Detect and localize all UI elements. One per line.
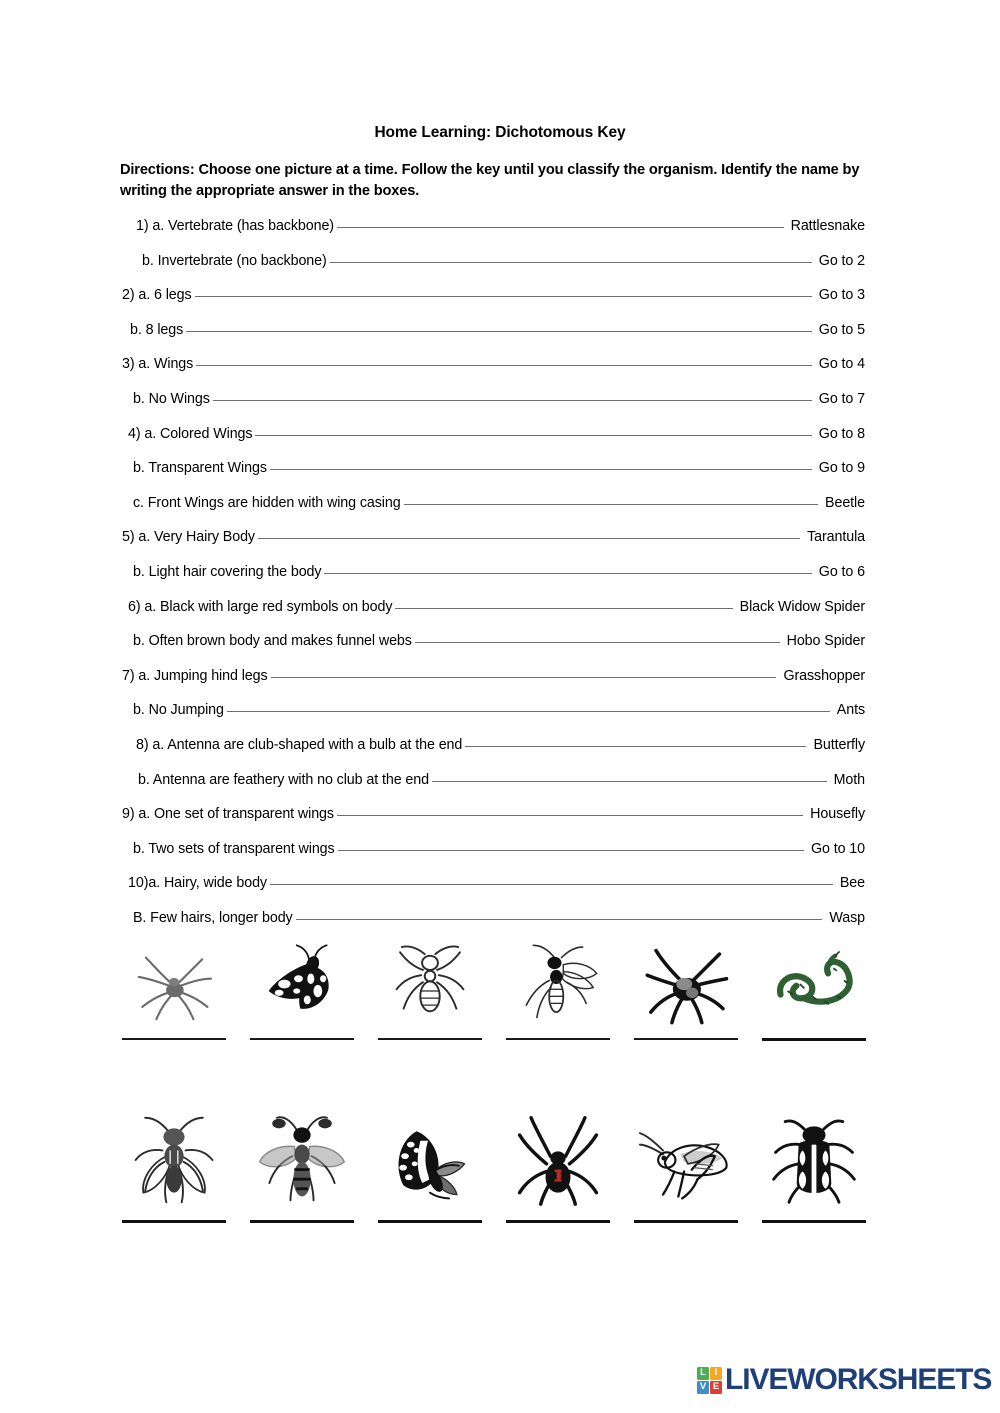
key-fill-line [404,493,821,507]
key-fill-line [395,597,735,611]
key-criterion-label: b. No Jumping [133,702,224,719]
picture-cell [118,938,230,1041]
key-criterion-label: b. Often brown body and makes funnel webs [133,633,412,650]
key-answer-label: Wasp [829,909,865,926]
key-criterion-label: c. Front Wings are hidden with wing casing [133,494,401,511]
key-fill-line [465,735,809,749]
key-answer-label: Go to 3 [818,287,865,304]
picture-answer-blank[interactable] [378,1038,482,1040]
key-row [120,666,865,701]
key-answer-label: Go to 5 [818,321,865,338]
key-criterion-label: b. Invertebrate (no backbone) [142,252,327,269]
black-widow-spider-icon [506,1110,610,1210]
key-row [120,839,865,874]
key-criterion-label: b. 8 legs [130,321,184,338]
picture-cell [374,1110,486,1223]
picture-cell [502,1110,614,1223]
grasshopper-icon [634,1110,738,1210]
key-answer-label: Go to 9 [818,460,865,477]
logo-tile-v: V [697,1381,709,1394]
key-criterion-label: b. Two sets of transparent wings [133,840,335,857]
logo-tile-i: I [710,1367,722,1380]
key-row [120,216,865,251]
picture-cell [246,1110,358,1223]
key-criterion-label: B. Few hairs, longer body [133,909,293,926]
picture-cell [758,1110,870,1223]
key-criterion-label: 2) a. 6 legs [122,287,192,304]
key-criterion-label: 9) a. One set of transparent wings [122,806,334,823]
bee-icon [250,1110,354,1210]
key-answer-label: Go to 10 [810,840,865,857]
rattlesnake-icon [762,938,866,1030]
key-criterion-label: 3) a. Wings [122,356,194,373]
key-fill-line [258,527,803,541]
picture-cell [246,938,358,1041]
picture-answer-blank[interactable] [506,1038,610,1040]
key-fill-line [432,770,830,784]
key-fill-line [213,389,815,403]
picture-answer-blank[interactable] [762,1220,866,1223]
ant-icon [378,938,482,1030]
key-fill-line [255,424,814,438]
key-criterion-label: b. No Wings [133,390,210,407]
key-row [120,597,865,632]
picture-cell [502,938,614,1041]
picture-answer-blank[interactable] [506,1220,610,1223]
key-answer-label: Beetle [825,494,865,511]
key-answer-label: Butterfly [813,736,865,753]
key-row [120,562,865,597]
liveworksheets-logo [697,1365,991,1395]
key-row [120,873,865,908]
key-row [120,631,865,666]
picture-cell [374,938,486,1041]
picture-answer-blank[interactable] [634,1038,738,1040]
key-answer-label: Hobo Spider [786,633,865,650]
key-fill-line [270,873,836,887]
key-row [120,770,865,805]
key-fill-line [195,285,815,299]
key-answer-label: Go to 4 [818,356,865,373]
picture-answer-blank[interactable] [250,1038,354,1040]
key-criterion-label: b. Transparent Wings [133,460,267,477]
picture-cell [758,938,870,1041]
butterfly-icon [378,1110,482,1210]
key-answer-label: Go to 7 [818,390,865,407]
picture-answer-blank[interactable] [378,1220,482,1223]
key-fill-line [186,320,815,334]
key-answer-label: Go to 2 [818,252,865,269]
logo-tile-e: E [710,1381,722,1394]
key-fill-line [270,458,815,472]
key-answer-label: Grasshopper [783,667,865,684]
key-answer-label: Housefly [810,806,865,823]
moth-icon [250,938,354,1030]
key-criterion-label: 5) a. Very Hairy Body [122,529,255,546]
key-answer-label: Bee [839,875,865,892]
dichotomous-key-list [120,216,865,942]
picture-cell [630,938,742,1041]
key-criterion-label: 10)a. Hairy, wide body [128,875,267,892]
key-row [120,700,865,735]
picture-cell [630,1110,742,1223]
key-fill-line [330,251,815,265]
key-criterion-label: 1) a. Vertebrate (has backbone) [136,218,334,234]
key-answer-label: Go to 6 [818,563,865,580]
key-row [120,735,865,770]
key-fill-line [415,631,783,645]
key-fill-line [227,700,833,714]
hobo-spider-icon [122,938,226,1030]
key-answer-label: Tarantula [807,529,865,546]
picture-row-1 [118,938,870,1041]
key-criterion-label: 8) a. Antenna are club-shaped with a bulb at the end [136,736,463,753]
key-answer-label: Go to 8 [818,425,865,442]
picture-answer-blank[interactable] [122,1220,226,1223]
key-row [120,389,865,424]
key-fill-line [337,804,806,818]
key-fill-line [338,839,807,853]
beetle-icon [762,1110,866,1210]
picture-answer-blank[interactable] [762,1038,866,1041]
key-criterion-label: 6) a. Black with large red symbols on body [128,598,393,615]
key-row [120,424,865,459]
logo-tiles [697,1367,722,1394]
key-criterion-label: 4) a. Colored Wings [128,425,253,442]
key-fill-line [296,908,826,922]
key-fill-line [271,666,780,680]
page-title: Home Learning: Dichotomous Key [374,124,626,141]
housefly-icon [122,1110,226,1210]
picture-cell [118,1110,230,1223]
key-answer-label: Rattlesnake [790,218,865,234]
picture-answer-blank[interactable] [634,1220,738,1223]
key-criterion-label: b. Antenna are feathery with no club at the end [138,771,429,788]
directions-text: Directions: Choose one picture at a time. Follow the key until you classify the organism. Identify the name by writing the appropriate answer in the boxes. [120,162,860,199]
key-row [120,804,865,839]
key-fill-line [196,354,815,368]
key-answer-label: Moth [833,771,865,788]
wasp-icon [506,938,610,1030]
picture-answer-blank[interactable] [122,1038,226,1040]
key-row [120,493,865,528]
key-row [120,354,865,389]
key-row [120,251,865,286]
tarantula-icon [634,938,738,1030]
key-criterion-label: 7) a. Jumping hind legs [122,667,268,684]
key-fill-line [337,216,787,230]
key-fill-line [324,562,814,576]
picture-row-2 [118,1110,870,1223]
key-row [120,527,865,562]
key-row [120,285,865,320]
key-criterion-label: b. Light hair covering the body [133,563,322,580]
key-row [120,320,865,355]
logo-tile-l: L [697,1367,709,1380]
key-answer-label: Ants [836,702,865,719]
key-row [120,458,865,493]
logo-wordmark: LIVEWORKSHEETS [725,1363,992,1396]
key-answer-label: Black Widow Spider [739,598,865,615]
picture-answer-blank[interactable] [250,1220,354,1223]
